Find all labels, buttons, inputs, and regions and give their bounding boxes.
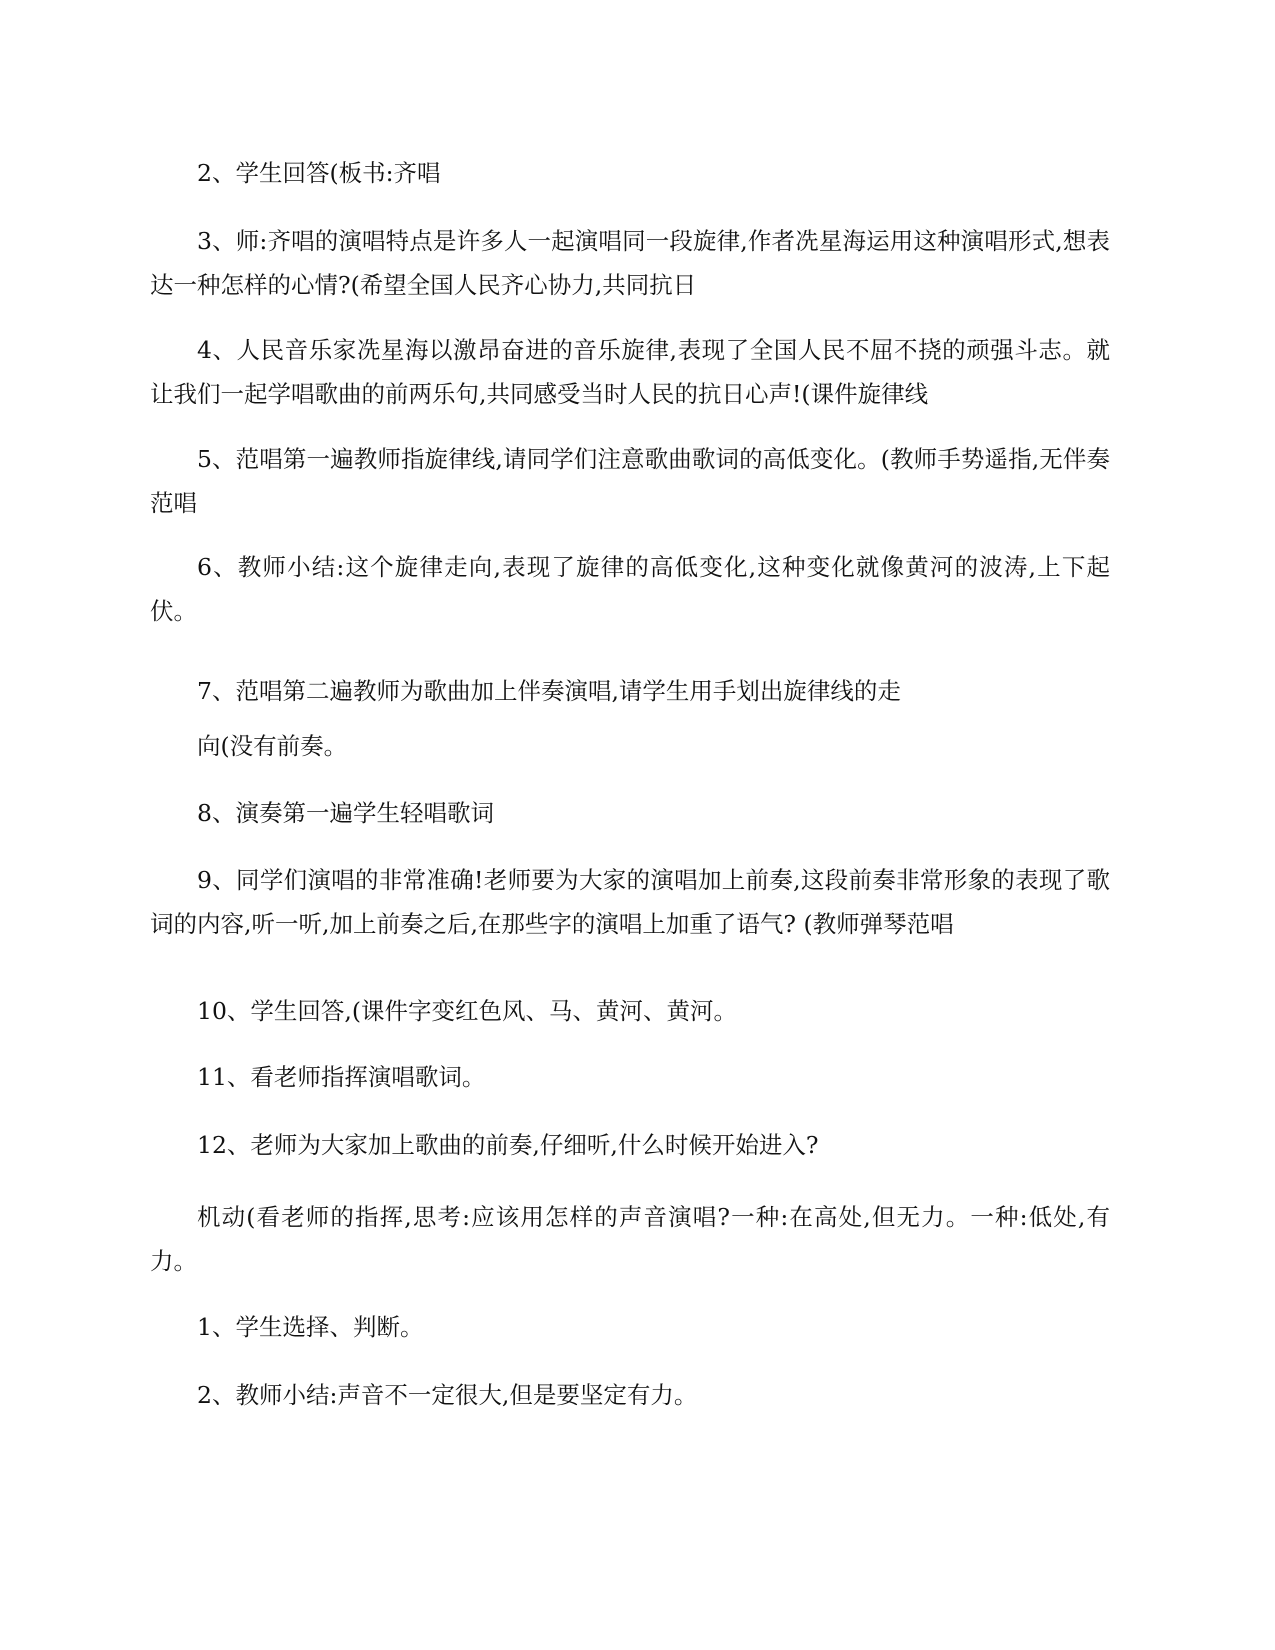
paragraph-3: 4、人民音乐家冼星海以激昂奋进的音乐旋律,表现了全国人民不屈不挠的顽强斗志。就让我们一起学唱歌曲的前两乐句,共同感受当时人民的抗日心声!(课件旋律线	[150, 336, 1110, 408]
paragraph-10: 10、学生回答,(课件字变红色风、马、黄河、黄河。	[197, 997, 738, 1025]
paragraph-8: 8、演奏第一遍学生轻唱歌词	[197, 799, 494, 827]
paragraph-15: 2、教师小结:声音不一定很大,但是要坚定有力。	[197, 1381, 698, 1409]
paragraph-7: 向(没有前奏。	[197, 732, 348, 760]
paragraph-2: 3、师:齐唱的演唱特点是许多人一起演唱同一段旋律,作者冼星海运用这种演唱形式,想表达一种怎样的心情?(希望全国人民齐心协力,共同抗日	[150, 227, 1110, 299]
paragraph-14: 1、学生选择、判断。	[197, 1313, 424, 1341]
paragraph-9: 9、同学们演唱的非常准确!老师要为大家的演唱加上前奏,这段前奏非常形象的表现了歌词的内容,听一听,加上前奏之后,在那些字的演唱上加重了语气? (教师弹琴范唱	[150, 866, 1110, 938]
paragraph-13: 机动(看老师的指挥,思考:应该用怎样的声音演唱?一种:在高处,但无力。一种:低处,有力。	[150, 1203, 1110, 1275]
paragraph-5: 6、教师小结:这个旋律走向,表现了旋律的高低变化,这种变化就像黄河的波涛,上下起伏。	[150, 553, 1110, 625]
paragraph-12: 12、老师为大家加上歌曲的前奏,仔细听,什么时候开始进入?	[197, 1131, 819, 1159]
paragraph-1: 2、学生回答(板书:齐唱	[197, 159, 441, 187]
paragraph-11: 11、看老师指挥演唱歌词。	[197, 1063, 486, 1091]
paragraph-6: 7、范唱第二遍教师为歌曲加上伴奏演唱,请学生用手划出旋律线的走	[197, 677, 901, 705]
paragraph-4: 5、范唱第一遍教师指旋律线,请同学们注意歌曲歌词的高低变化。(教师手势遥指,无伴奏范唱	[150, 445, 1110, 517]
